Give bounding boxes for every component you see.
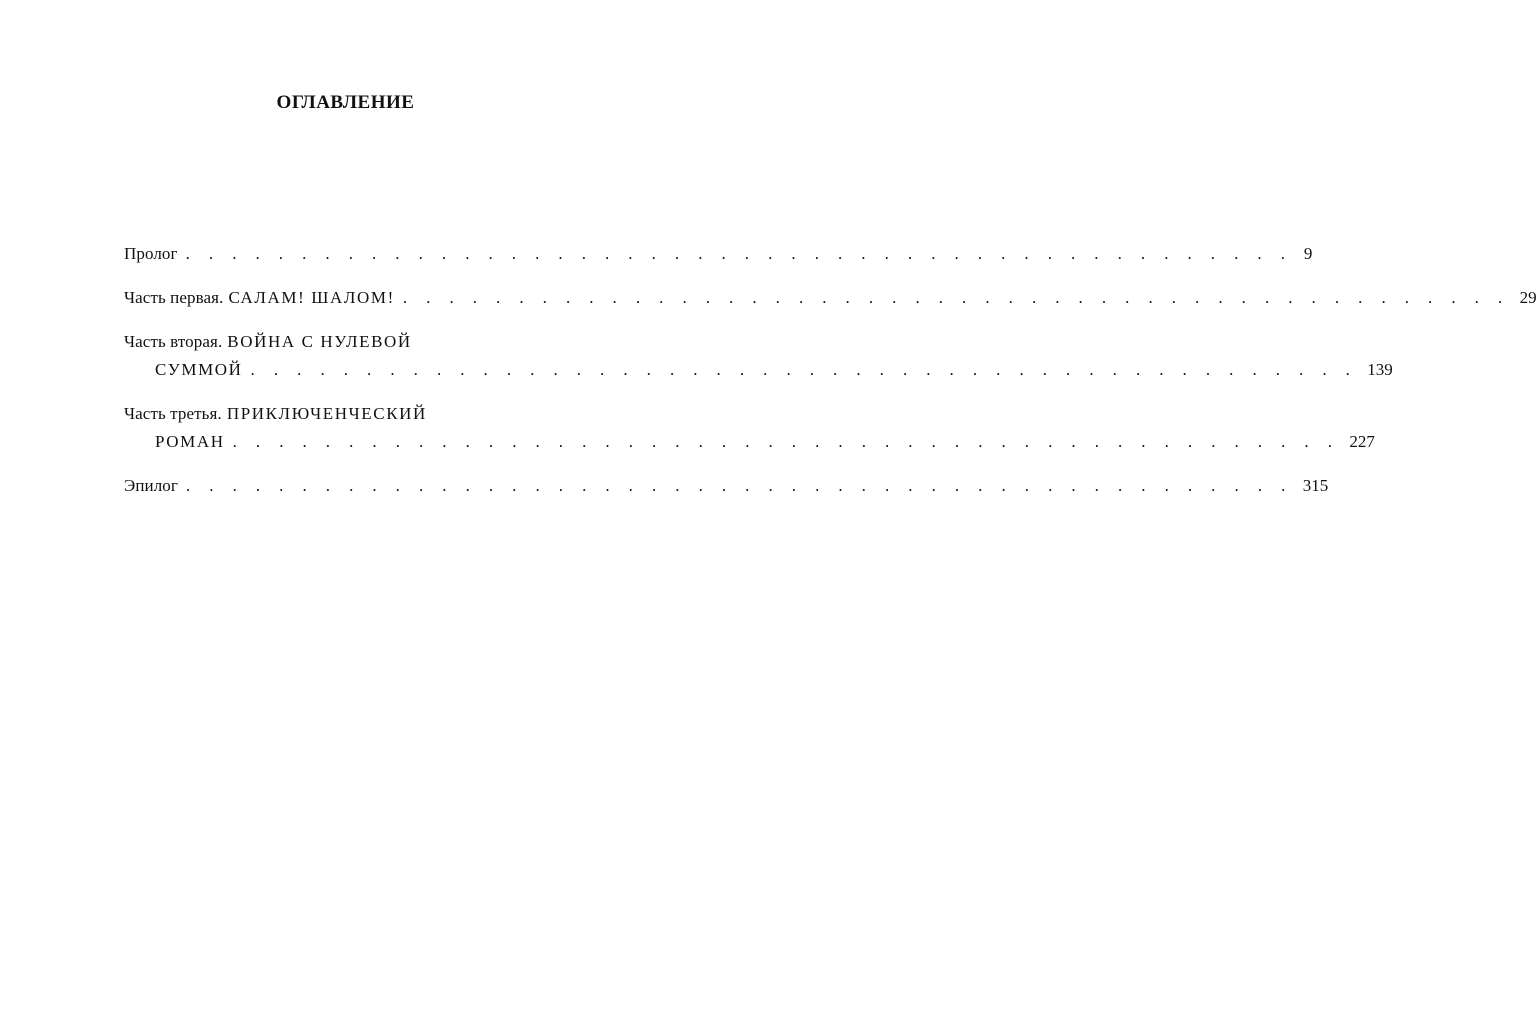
toc-line: [124, 328, 605, 356]
dot-leader: . . . . . . . . . . . . . . . . . . . . . . . . . . . . . . . . . . . . . . . . . . . . . . . .: [402, 288, 1510, 307]
toc-entry-epilogue[interactable]: [124, 472, 1329, 500]
dot-leader: . . . . . . . . . . . . . . . . . . . . . . . . . . . . . . . . . . . . . . . . . . . . . . . .: [185, 476, 1293, 495]
toc-entry-title-continuation: СУММОЙ: [155, 360, 243, 379]
page-title: ОГЛАВЛЕНИЕ: [276, 92, 415, 113]
toc-entry-prologue[interactable]: [124, 240, 1313, 268]
toc-line: [124, 284, 1537, 312]
dot-leader: . . . . . . . . . . . . . . . . . . . . . . . . . . . . . . . . . . . . . . . . . . . . . . . .: [185, 244, 1293, 263]
toc-entry-part-one[interactable]: [124, 284, 1537, 312]
toc-page-number: 29: [1519, 288, 1537, 307]
toc-page-number: 139: [1367, 360, 1393, 379]
toc-line-continuation: [124, 356, 1393, 384]
toc-page-number: 315: [1302, 476, 1329, 495]
toc-line: [124, 472, 1329, 500]
toc-entry-title-continuation: РОМАН: [155, 432, 225, 451]
toc-entry-prefix: Часть третья.: [124, 404, 222, 423]
toc-line: [124, 400, 605, 428]
toc-entry-prefix: Часть первая.: [124, 288, 224, 307]
toc-entry-prefix: Часть вторая.: [124, 332, 223, 351]
table-of-contents: [124, 240, 1537, 500]
toc-page-number: 9: [1303, 244, 1313, 263]
dot-leader: . . . . . . . . . . . . . . . . . . . . . . . . . . . . . . . . . . . . . . . . . . . . . . . .: [232, 432, 1340, 451]
toc-entry-title: Эпилог: [124, 476, 178, 495]
toc-entry-title: ВОЙНА С НУЛЕВОЙ: [227, 332, 412, 351]
toc-line-continuation: [124, 428, 1375, 456]
toc-line: [124, 240, 1313, 268]
toc-entry-title: ПРИКЛЮЧЕНЧЕСКИЙ: [226, 404, 427, 423]
toc-entry-part-two[interactable]: [124, 328, 1393, 384]
toc-entry-part-three[interactable]: [124, 400, 1375, 456]
dot-leader: . . . . . . . . . . . . . . . . . . . . . . . . . . . . . . . . . . . . . . . . . . . . . . . .: [250, 360, 1358, 379]
toc-entry-title: САЛАМ! ШАЛОМ!: [228, 288, 395, 307]
toc-page-number: 227: [1349, 432, 1375, 451]
toc-entry-title: Пролог: [124, 244, 178, 263]
